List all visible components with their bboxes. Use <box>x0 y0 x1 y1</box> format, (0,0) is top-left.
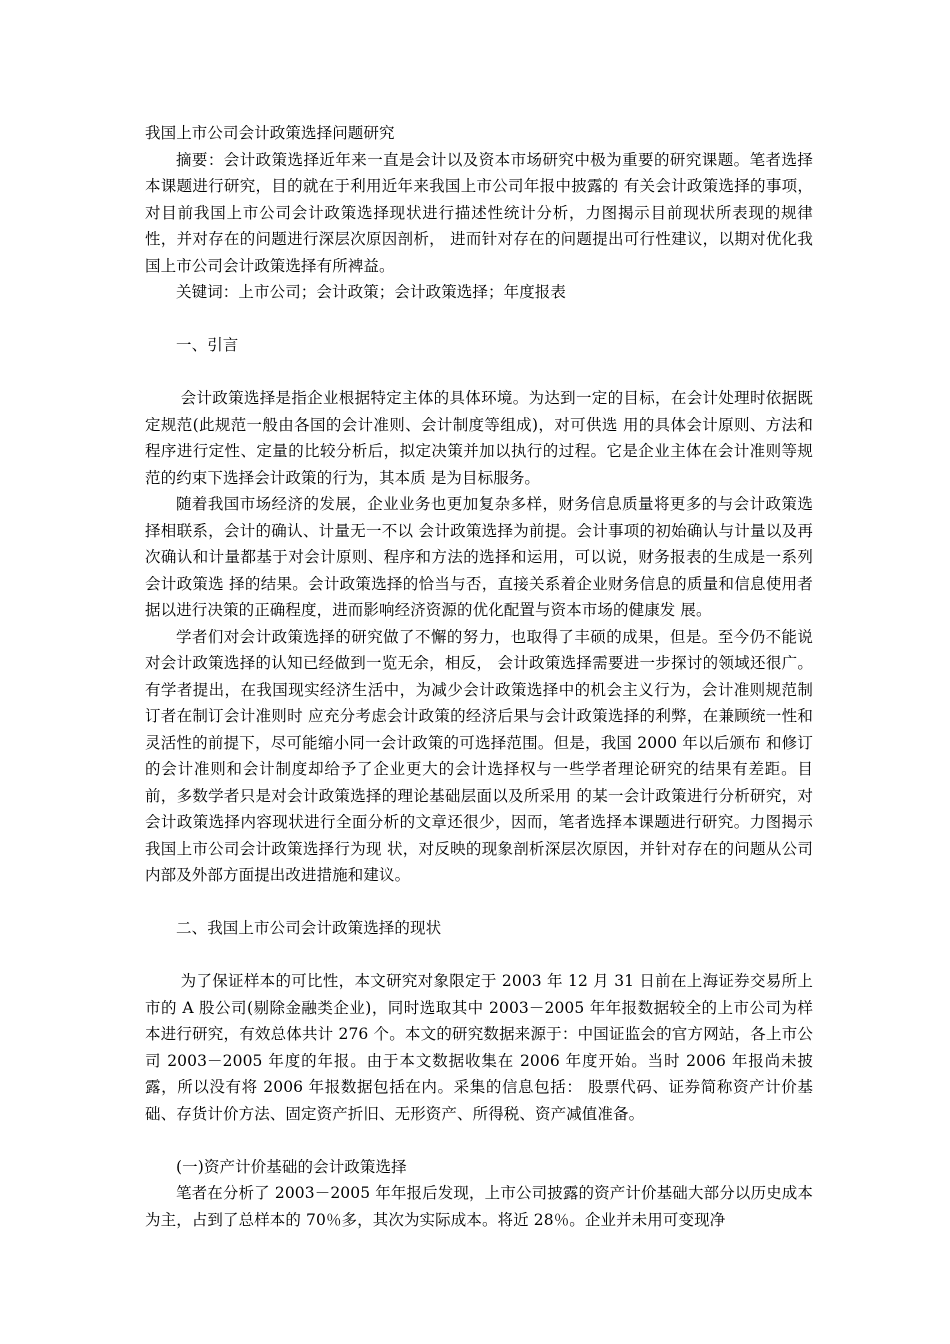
document-page <box>145 120 813 1233</box>
spacer <box>145 359 813 386</box>
section-1-heading: 一、引言 <box>176 336 239 354</box>
spacer <box>145 306 813 333</box>
abstract-paragraph: 摘要：会计政策选择近年来一直是会计以及资本市场研究中极为重要的研究课题。笔者选择本课题进行研究，目的就在于利用近年来我国上市公司年报中披露的 有关会计政策选择的事项，对目前我国上市公司会计政策选择现状进行描述性统计分析，力图揭示目前现状所表现的规律性，并对存在的问题进行深层次原因剖析， 进而针对存在的问题提出可行性建议，以期对优化我国上市公司会计政策选择有所裨益。 <box>145 150 813 275</box>
section-2-heading: 二、我国上市公司会计政策选择的现状 <box>176 919 442 937</box>
keywords-line: 关键词：上市公司；会计政策；会计政策选择；年度报表 <box>176 283 567 301</box>
section-2-paragraph-1: 为了保证样本的可比性，本文研究对象限定于 2003 年 12 月 31 日前在上海证券交易所上市的 A 股公司(剔除金融类企业)，同时选取其中 2003－2005 年年报数据较全的上市公司为样本进行研究，有效总体共计 276 个。本文的研究数据来源于：中国证监会的官方网站，各上市公司 2003－2005 年度的年报。由于本文数据收集在 2006 年度开始。当时 2006 年报尚未披露，所以没有将 2006 年报数据包括在内。采集的信息包括： 股票代码、证券简称资产计价基础、存货计价方法、固定资产折旧、无形资产、所得税、资产减值准备。 <box>145 972 813 1123</box>
subsection-1-heading: (一)资产计价基础的会计政策选择 <box>176 1157 407 1176</box>
spacer <box>145 942 813 969</box>
spacer <box>145 1127 813 1154</box>
section-1-paragraph-3: 学者们对会计政策选择的研究做了不懈的努力，也取得了丰硕的成果，但是。至今仍不能说对会计政策选择的认知已经做到一览无余，相反， 会计政策选择需要进一步探讨的领域还很广。有学者提出，在我国现实经济生活中，为减少会计政策选择中的机会主义行为，会计准则规范制订者在制订会计准则时 应充分考虑会计政策的经济后果与会计政策选择的利弊，在兼顾统一性和灵活性的前提下，尽可能缩小同一会计政策的可选择范围。但是，我国 2000 年以后颁布 和修订的会计准则和会计制度却给予了企业更大的会计选择权与一些学者理论研究的结果有差距。目前，多数学者只是对会计政策选择的理论基础层面以及所采用 的某一会计政策进行分析研究，对会计政策选择内容现状进行全面分析的文章还很少，因而，笔者选择本课题进行研究。力图揭示我国上市公司会计政策选择行为现 状，对反映的现象剖析深层次原因，并针对存在的问题从公司内部及外部方面提出改进措施和建议。 <box>145 627 813 884</box>
section-1-paragraph-1: 会计政策选择是指企业根据特定主体的具体环境。为达到一定的目标，在会计处理时依据既定规范(此规范一般由各国的会计准则、会计制度等组成)，对可供选 用的具体会计原则、方法和程序进行定性、定量的比较分析后，拟定决策并加以执行的过程。它是企业主体在会计准则等规范的约束下选择会计政策的行为，其本质 是为目标服务。 <box>145 389 813 487</box>
document-title: 我国上市公司会计政策选择问题研究 <box>145 124 395 142</box>
spacer <box>145 889 813 916</box>
subsection-1-paragraph-1: 笔者在分析了 2003－2005 年年报后发现，上市公司披露的资产计价基础大部分以历史成本为主，占到了总样本的 70％多，其次为实际成本。将近 28％。企业并未用可变现净 <box>145 1184 813 1229</box>
section-1-paragraph-2: 随着我国市场经济的发展，企业业务也更加复杂多样，财务信息质量将更多的与会计政策选择相联系，会计的确认、计量无一不以 会计政策选择为前提。会计事项的初始确认与计量以及再次确认和计量都基于对会计原则、程序和方法的选择和运用，可以说，财务报表的生成是一系列会计政策选 择的结果。会计政策选择的恰当与否，直接关系着企业财务信息的质量和信息使用者据以进行决策的正确程度，进而影响经济资源的优化配置与资本市场的健康发 展。 <box>145 495 813 619</box>
